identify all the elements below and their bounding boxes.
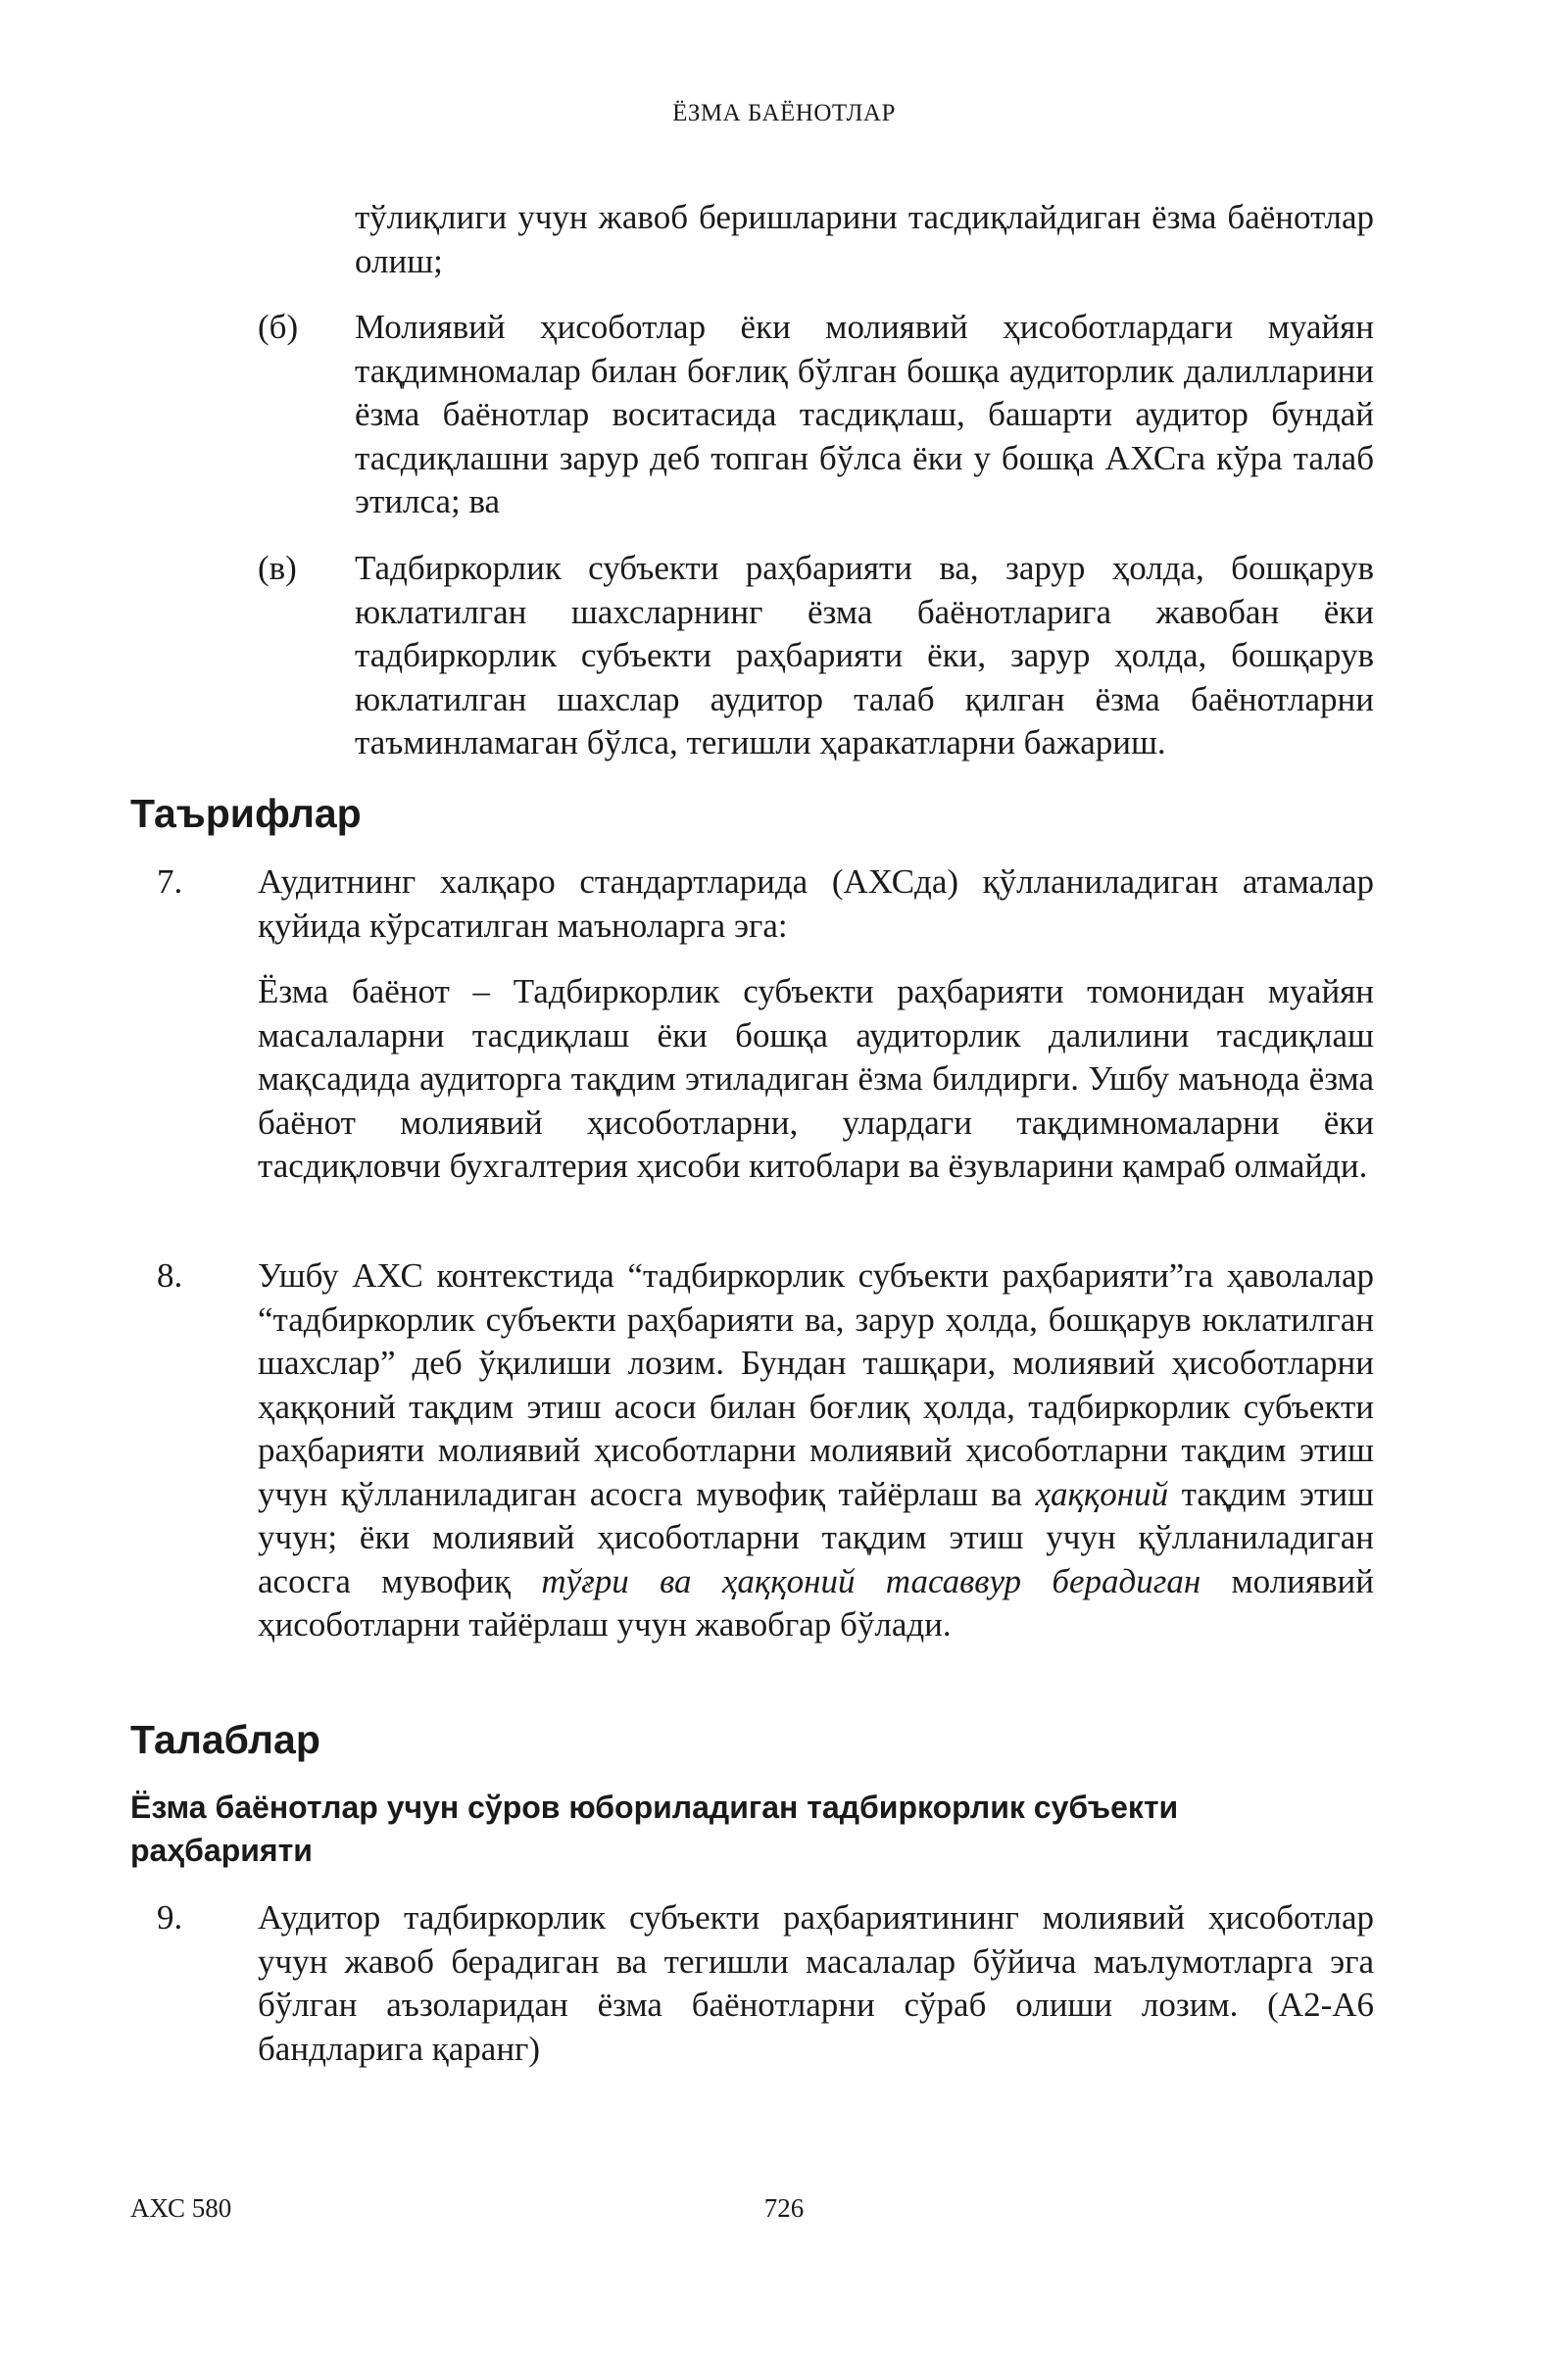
- list-item-label-b: (б): [258, 308, 299, 346]
- paragraph-8-text-part1: Ушбу АХС контекстида “тадбиркорлик субъекти раҳбарияти”га ҳаволалар “тадбиркорлик субъекти раҳбарияти ва, зарур ҳолда, бошқарув юклатилган шахслар” деб ўқилиши лозим. Бундан ташқари, молиявий ҳисоботларни ҳаққоний тақдим этиш асоси билан боғлиқ ҳолда, тадбиркорлик субъекти раҳбарияти молиявий ҳисоботларни молиявий ҳисоботларни тақдим этиш учун қўлланиладиган асосга мувофиқ тайёрлаш ва: [258, 1256, 1374, 1513]
- definition-written-representation: Ёзма баёнот – Тадбиркорлик субъекти раҳбарияти томонидан муайян масалаларни тасдиқлаш ёки бошқа аудиторлик далилини тасдиқлаш мақсадида аудиторга тақдим этиладиган ёзма билдирги. Ушбу маънода ёзма баёнот молиявий ҳисоботларни, улардаги тақдимномаларни ёки тасдиқловчи бухгалтерия ҳисоби китоблари ва ёзувларини қамраб олмайди.: [258, 972, 1374, 1185]
- footer-standard-id: АХС 580: [130, 2193, 232, 2223]
- list-item-text-v: Тадбиркорлик субъекти раҳбарияти ва, зарур ҳолда, бошқарув юклатилган шахсларнинг ёзма баёнотларига жавобан ёки тадбиркорлик субъекти раҳбарияти ёки, зарур ҳолда, бошқарув юклатилган шахслар аудитор талаб қилган ёзма баёнотларни таъминламаган бўлса, тегишли ҳаракатларни бажариш.: [355, 549, 1374, 761]
- paragraph-number-7: 7.: [157, 862, 183, 901]
- paragraph-7-text: Аудитнинг халқаро стандартларида (АХСда) қўлланиладиган атамалар қуйида кўрсатилган маъноларга эга:: [258, 862, 1374, 945]
- continued-list-item-text: тўлиқлиги учун жавоб беришларини тасдиқлайдиган ёзма баёнотлар олиш;: [355, 198, 1374, 280]
- section-heading-requirements: Талаблар: [130, 1717, 320, 1762]
- paragraph-8-text-part3: молиявий ҳисоботларни тайёрлаш учун жавобгар бўлади.: [258, 1561, 1375, 1644]
- paragraph-9-text: Аудитор тадбиркорлик субъекти раҳбариятининг молиявий ҳисоботлар учун жавоб берадиган ва тегишли масалалар бўйича маълумотларга эга бўлган аъзоларидан ёзма баёнотларни сўраб олиши лозим. (А2-А6 бандларига қаранг): [258, 1898, 1374, 2068]
- footer-page-number: 726: [763, 2193, 805, 2223]
- paragraph-8-text-part2: тақдим этиш учун; ёки молиявий ҳисоботларни тақдим этиш учун қўлланиладиган асосга мувофиқ: [258, 1474, 1374, 1600]
- subsection-heading: Ёзма баёнотлар учун сўров юбориладиган тадбиркорлик субъекти раҳбарияти: [130, 1790, 1179, 1868]
- paragraph-number-9: 9.: [157, 1898, 183, 1937]
- paragraph-8-text: [258, 1254, 1374, 1647]
- section-heading-definitions: Таърифлар: [130, 791, 362, 836]
- paragraph-8-italic-fair: ҳаққоний: [1035, 1474, 1169, 1513]
- list-item-label-v: (в): [258, 549, 297, 587]
- running-header: ЁЗМА БАЁНОТЛАР: [672, 100, 896, 126]
- list-item-text-b: Молиявий ҳисоботлар ёки молиявий ҳисоботлардаги муайян тақдимномалар билан боғлиқ бўлган бошқа аудиторлик далилларини ёзма баёнотлар воситасида тасдиқлаш, башарти аудитор бундай тасдиқлашни зарур деб топган бўлса ёки у бошқа АХСга кўра талаб этилса; ва: [355, 308, 1374, 520]
- paragraph-number-8: 8.: [157, 1256, 183, 1295]
- paragraph-8-italic-true-and-fair: тўғри ва ҳаққоний тасаввур берадиган: [541, 1561, 1201, 1600]
